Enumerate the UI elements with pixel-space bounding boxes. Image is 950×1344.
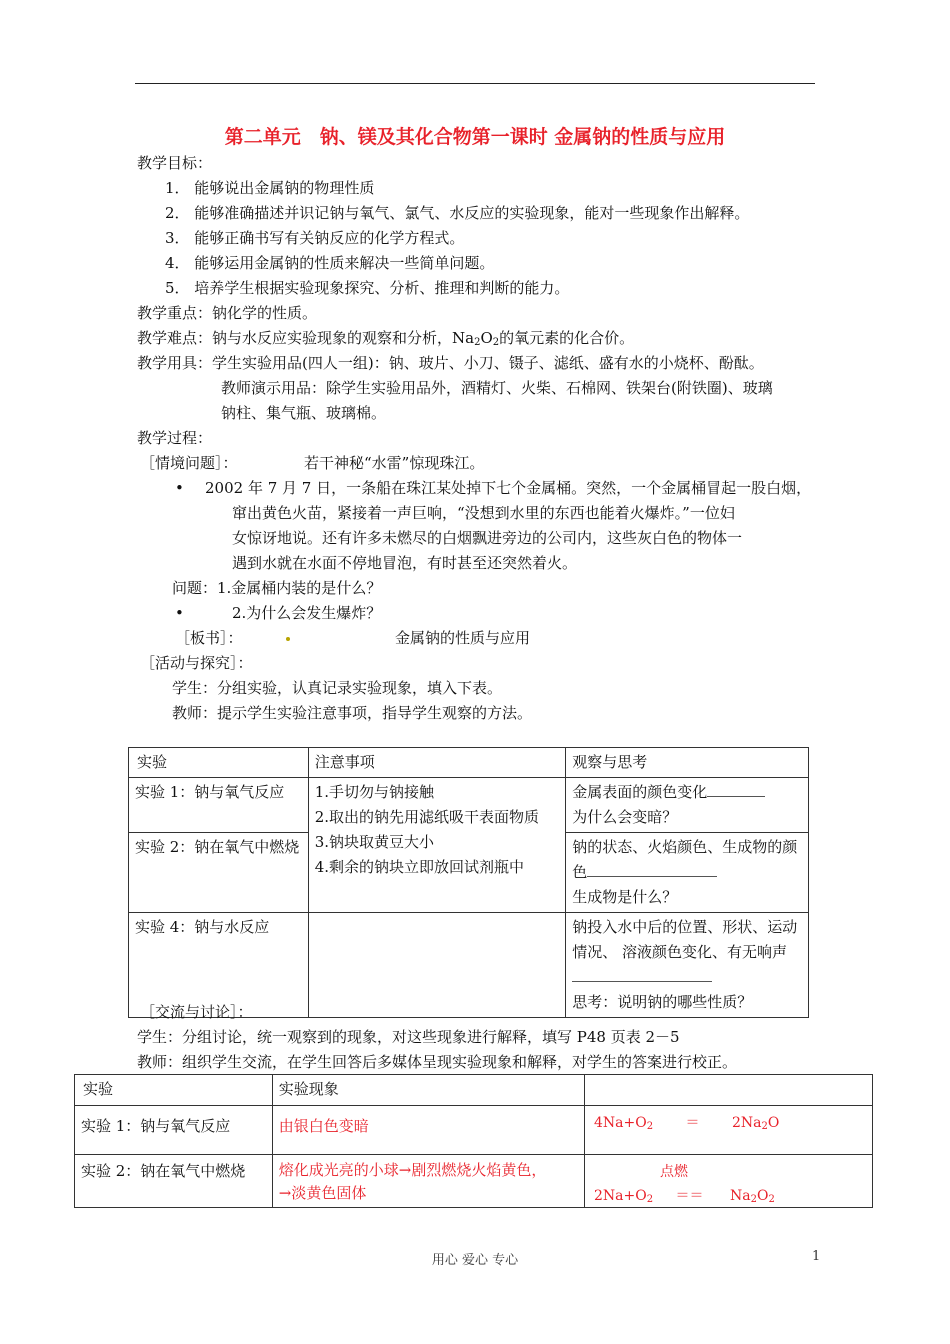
equation-1: $4Na+O_2 = 2Na_2O$ [594,1115,780,1132]
reaction-condition: 点燃 [660,1164,688,1180]
scenario-label: ［情境问题］： [140,454,238,472]
process-heading: 教学过程： [137,429,213,447]
observation-text: 金属表面的颜色变化 [572,780,802,805]
page-number: 1 [812,1249,821,1264]
teacher-instruction: 教师：提示学生实验注意事项，指导学生观察的方法。 [172,704,533,722]
table-header: 实验 [75,1075,273,1106]
answer-blank[interactable] [572,965,712,982]
notes-cell [308,778,566,913]
answer-blank[interactable] [587,860,717,877]
story-line: 窜出黄色火苗，紧接着一声巨响，“没想到水里的东西也能着火爆炸。”一位妇 [232,504,735,522]
empty-cell [308,913,566,1018]
bullet: • [175,479,184,497]
table-header [585,1075,873,1106]
scenario-title: 若干神秘“水雷”惊现珠江。 [304,454,485,472]
note-item: 1.手切勿与钠接触 [314,783,434,801]
story-line: 女惊讶地说。还有许多未燃尽的白烟飘进旁边的公司内，这些灰白色的物体一 [232,529,743,547]
header-rule [135,83,815,84]
tools-line-1: 教学用具：学生实验用品(四人一组)：钠、玻片、小刀、镊子、滤纸、盛有水的小烧杯、酚酞。 [137,354,764,372]
story-line: 遇到水就在水面不停地冒泡，有时甚至还突然着火。 [232,554,578,572]
key-point: 教学重点：钠化学的性质。 [137,304,318,322]
objective-item: 2． 能够准确描述并识记钠与氧气、氯气、水反应的实验现象，能对一些现象作出解释。 [165,204,750,222]
table-cell: 实验 4：钠与水反应 [129,913,309,1018]
phenomenon-line: 熔化成光亮的小球→剧烈燃烧火焰黄色， [278,1161,547,1179]
observation-cell [566,778,809,833]
discussion-student: 学生：分组讨论，统一观察到的现象，对这些现象进行解释，填写 P48 页表 2－5 [137,1028,680,1046]
objectives-heading: 教学目标： [137,154,213,172]
board-label: ［板书］： [175,629,243,647]
table-header: 实验现象 [272,1075,585,1106]
objective-item: 4． 能够运用金属钠的性质来解决一些简单问题。 [165,254,495,272]
note-item: 4.剩余的钠块立即放回试剂瓶中 [314,858,525,876]
answer-blank[interactable] [707,780,765,797]
objective-item: 1． 能够说出金属钠的物理性质 [165,179,375,197]
story-line: 2002 年 7 月 7 日，一条船在珠江某处掉下七个金属桶。突然，一个金属桶冒起一股白烟， [205,479,812,497]
footer-text: 用心 爱心 专心 [431,1253,519,1268]
objective-item: 3． 能够正确书写有关钠反应的化学方程式。 [165,229,465,247]
tools-line-2: 教师演示用品：除学生实验用品外，酒精灯、火柴、石棉网、铁架台(附铁圈)、玻璃 [221,379,773,397]
table-cell: 实验 1：钠与氧气反应 [75,1106,273,1155]
table-cell: 实验 2：钠在氧气中燃烧 [75,1155,273,1208]
phenomenon-cell [272,1155,585,1208]
note-item: 3.钠块取黄豆大小 [314,833,434,851]
page-title: 第二单元 钠、镁及其化合物第一课时 金属钠的性质与应用 [224,126,726,148]
tools-line-3: 钠柱、集气瓶、玻璃棉。 [221,404,387,422]
board-title: 金属钠的性质与应用 [395,629,531,647]
observation-text: 钠投入水中后的位置、形状、运动情况、 溶液颜色变化、有无响声 [572,915,802,990]
marker-dot [286,637,290,641]
difficulty-line: 教学难点：钠与水反应实验现象的观察和分析，$Na_2O_2$的氧元素的化合价。 [137,329,635,348]
table-header: 实验 [129,748,309,778]
equation-2: $2Na+O_2 == Na_2O_2$ [594,1188,775,1205]
observation-cell [566,913,809,1018]
objective-item: 5． 培养学生根据实验现象探究、分析、推理和判断的能力。 [165,279,570,297]
table-cell: 实验 2：钠在氧气中燃烧 [129,833,309,913]
discussion-teacher: 教师：组织学生交流，在学生回答后多媒体呈现实验现象和解释，对学生的答案进行校正。 [137,1053,738,1071]
activity-label: ［活动与探究］： [140,654,253,672]
discussion-label: ［交流与讨论］： [140,1003,253,1021]
note-item: 2.取出的钠先用滤纸吸干表面物质 [314,808,540,826]
table-header: 注意事项 [308,748,566,778]
observation-text: 为什么会变暗？ [572,808,678,826]
table-cell: 实验 1：钠与氧气反应 [129,778,309,833]
question-1: 问题：1.金属桶内装的是什么？ [172,579,382,597]
experiment-table [128,747,809,1018]
student-instruction: 学生：分组实验，认真记录实验现象，填入下表。 [172,679,503,697]
phenomenon-cell: 由银白色变暗 [272,1106,585,1155]
table-header: 观察与思考 [566,748,809,778]
observation-text: 钠的状态、火焰颜色、生成物的颜色 [572,838,798,881]
observation-cell [566,833,809,913]
observation-text: 思考：说明钠的哪些性质？ [572,993,753,1011]
observation-text: 生成物是什么？ [572,888,678,906]
question-2: 2.为什么会发生爆炸？ [232,604,382,622]
bullet: • [175,604,184,622]
phenomenon-line: →淡黄色固体 [278,1184,367,1202]
